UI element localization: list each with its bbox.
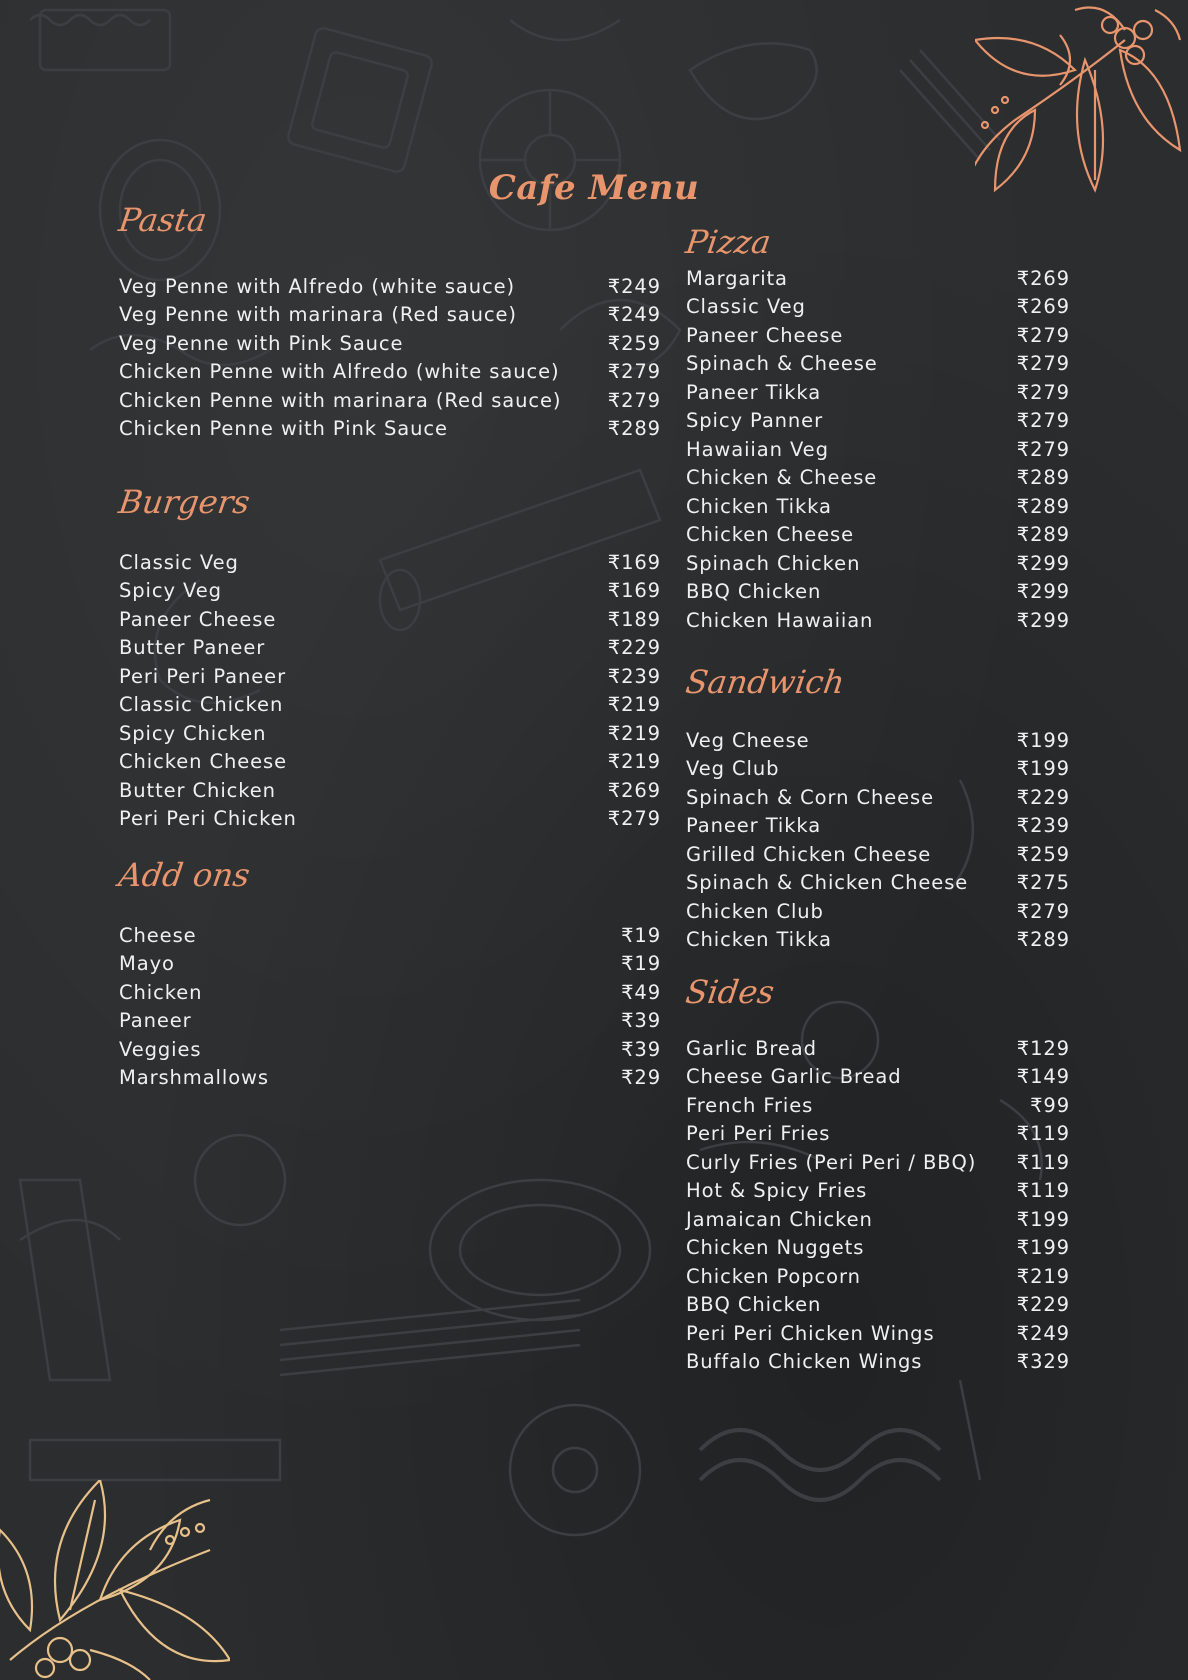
menu-item-price: ₹279 (1016, 899, 1070, 923)
menu-item (119, 719, 661, 748)
menu-item-name: Spinach Chicken (686, 551, 861, 575)
menu-item (686, 378, 1070, 407)
menu-item-price: ₹299 (1016, 608, 1070, 632)
menu-item-name: Veg Penne with marinara (Red sauce) (119, 303, 517, 327)
menu-item-name: Paneer Tikka (686, 814, 822, 838)
menu-item (686, 1091, 1070, 1120)
menu-item-name: Buffalo Chicken Wings (686, 1350, 923, 1374)
menu-item-name: French Fries (686, 1093, 814, 1117)
menu-list-sandwich (686, 726, 1070, 954)
menu-item-name: Chicken Cheese (686, 523, 854, 547)
menu-item-price: ₹239 (1016, 814, 1070, 838)
menu-item-name: Classic Chicken (119, 693, 284, 717)
menu-item (686, 783, 1070, 812)
menu-item-name: Veg Penne with Alfredo (white sauce) (119, 274, 516, 298)
menu-item-price: ₹49 (621, 980, 661, 1004)
menu-item-name: Paneer Tikka (686, 380, 822, 404)
menu-item (686, 521, 1070, 550)
menu-item (119, 921, 661, 950)
menu-item-price: ₹279 (1016, 437, 1070, 461)
menu-item (119, 272, 661, 301)
menu-item-name: Classic Veg (686, 295, 806, 319)
section-title-sides: Sides (683, 973, 777, 1011)
menu-item (686, 578, 1070, 607)
menu-item (686, 1205, 1070, 1234)
menu-item-price: ₹129 (1016, 1036, 1070, 1060)
menu-item (119, 805, 661, 834)
menu-item-price: ₹149 (1016, 1065, 1070, 1089)
menu-item-name: Chicken Penne with Pink Sauce (119, 417, 448, 441)
menu-item-price: ₹249 (607, 274, 661, 298)
menu-item-price: ₹269 (607, 778, 661, 802)
menu-item (119, 950, 661, 979)
menu-item-name: Spicy Chicken (119, 721, 267, 745)
section-addons (116, 853, 661, 1092)
menu-item (119, 1064, 661, 1093)
menu-item-price: ₹279 (1016, 380, 1070, 404)
menu-item-name: Grilled Chicken Cheese (686, 842, 932, 866)
menu-item-price: ₹329 (1016, 1350, 1070, 1374)
menu-item (686, 1348, 1070, 1377)
menu-item (119, 978, 661, 1007)
menu-item (686, 726, 1070, 755)
menu-item-name: Peri Peri Chicken Wings (686, 1321, 935, 1345)
menu-item-price: ₹239 (607, 664, 661, 688)
menu-item (686, 812, 1070, 841)
menu-item-name: Spinach & Cheese (686, 352, 878, 376)
menu-item-price: ₹119 (1016, 1150, 1070, 1174)
menu-item (686, 435, 1070, 464)
menu-item-price: ₹275 (1016, 871, 1070, 895)
menu-item-price: ₹269 (1016, 266, 1070, 290)
menu-item-name: BBQ Chicken (686, 1293, 822, 1317)
menu-item-name: Chicken Penne with Alfredo (white sauce) (119, 360, 560, 384)
menu-item-name: Chicken Cheese (119, 750, 287, 774)
menu-item (119, 415, 661, 444)
menu-item (686, 1319, 1070, 1348)
menu-item-price: ₹229 (1016, 785, 1070, 809)
menu-item-name: Chicken Tikka (686, 494, 832, 518)
menu-item-name: Hawaiian Veg (686, 437, 829, 461)
menu-item-price: ₹229 (607, 636, 661, 660)
menu-item (119, 748, 661, 777)
menu-item-price: ₹229 (1016, 1293, 1070, 1317)
menu-item-price: ₹199 (1016, 1236, 1070, 1260)
menu-item (686, 1262, 1070, 1291)
menu-item-price: ₹169 (607, 550, 661, 574)
section-sides (683, 970, 1070, 1376)
menu-title: Cafe Menu (488, 168, 700, 208)
menu-item-price: ₹289 (607, 417, 661, 441)
menu-item-price: ₹279 (1016, 352, 1070, 376)
menu-item (686, 321, 1070, 350)
menu-item-name: Garlic Bread (686, 1036, 817, 1060)
menu-item-name: Veg Cheese (686, 728, 810, 752)
menu-item-price: ₹279 (607, 388, 661, 412)
menu-item (686, 492, 1070, 521)
menu-item-name: Paneer Cheese (119, 607, 277, 631)
menu-item-name: Cheese (119, 923, 197, 947)
menu-item (686, 464, 1070, 493)
menu-item-name: Marshmallows (119, 1066, 269, 1090)
menu-list-addons (119, 921, 661, 1092)
menu-item-name: Spicy Veg (119, 579, 222, 603)
menu-item (686, 1034, 1070, 1063)
menu-item-name: BBQ Chicken (686, 580, 822, 604)
section-title-sandwich: Sandwich (683, 663, 847, 701)
menu-item-name: Hot & Spicy Fries (686, 1179, 868, 1203)
menu-item (119, 691, 661, 720)
menu-item-price: ₹249 (607, 303, 661, 327)
section-sandwich (683, 660, 1070, 954)
menu-item-name: Chicken Tikka (686, 928, 832, 952)
menu-item (686, 264, 1070, 293)
menu-item-price: ₹189 (607, 607, 661, 631)
menu-item (686, 407, 1070, 436)
menu-item (119, 1035, 661, 1064)
menu-item-name: Butter Chicken (119, 778, 276, 802)
menu-item-price: ₹219 (607, 721, 661, 745)
menu-item-price: ₹199 (1016, 728, 1070, 752)
menu-item-price: ₹19 (621, 952, 661, 976)
menu-item-price: ₹289 (1016, 466, 1070, 490)
section-burgers (116, 480, 661, 833)
menu-item-price: ₹259 (607, 331, 661, 355)
menu-list-pizza (686, 264, 1070, 635)
menu-item-price: ₹249 (1016, 1321, 1070, 1345)
menu-item (686, 549, 1070, 578)
menu-item (119, 1007, 661, 1036)
menu-item-name: Butter Paneer (119, 636, 266, 660)
menu-item-name: Spinach & Chicken Cheese (686, 871, 969, 895)
menu-item (686, 1234, 1070, 1263)
menu-item (686, 1148, 1070, 1177)
menu-item-price: ₹279 (607, 807, 661, 831)
menu-item-name: Chicken Popcorn (686, 1264, 861, 1288)
menu-item-name: Peri Peri Fries (686, 1122, 831, 1146)
menu-item (686, 755, 1070, 784)
menu-item-price: ₹219 (1016, 1264, 1070, 1288)
floral-ornament-bottom-left (0, 1480, 230, 1680)
menu-item-name: Jamaican Chicken (686, 1207, 873, 1231)
menu-item-name: Spicy Panner (686, 409, 823, 433)
menu-item-price: ₹39 (621, 1037, 661, 1061)
menu-item (686, 1291, 1070, 1320)
menu-item-price: ₹279 (1016, 323, 1070, 347)
menu-item-name: Peri Peri Paneer (119, 664, 286, 688)
menu-item-price: ₹269 (1016, 295, 1070, 319)
menu-item (119, 301, 661, 330)
section-pizza (683, 220, 1070, 635)
menu-item-price: ₹99 (1030, 1093, 1070, 1117)
menu-item-price: ₹259 (1016, 842, 1070, 866)
menu-item (119, 358, 661, 387)
menu-item-name: Mayo (119, 952, 175, 976)
section-title-burgers: Burgers (116, 483, 253, 521)
menu-item-name: Veggies (119, 1037, 202, 1061)
menu-item-price: ₹39 (621, 1009, 661, 1033)
menu-item-price: ₹289 (1016, 523, 1070, 547)
menu-item-name: Curly Fries (Peri Peri / BBQ) (686, 1150, 977, 1174)
menu-item-name: Veg Club (686, 757, 780, 781)
menu-item (119, 329, 661, 358)
menu-item-price: ₹299 (1016, 580, 1070, 604)
menu-item-name: Paneer Cheese (686, 323, 844, 347)
menu-item (686, 606, 1070, 635)
menu-item-name: Chicken Club (686, 899, 824, 923)
menu-item-name: Spinach & Corn Cheese (686, 785, 934, 809)
menu-item (686, 293, 1070, 322)
menu-list-sides (686, 1034, 1070, 1376)
menu-item-name: Cheese Garlic Bread (686, 1065, 902, 1089)
menu-item (686, 1063, 1070, 1092)
menu-item (119, 577, 661, 606)
menu-item-price: ₹119 (1016, 1122, 1070, 1146)
menu-item-price: ₹169 (607, 579, 661, 603)
menu-item (119, 662, 661, 691)
section-title-pizza: Pizza (683, 223, 774, 261)
menu-item-name: Classic Veg (119, 550, 239, 574)
menu-item-price: ₹219 (607, 693, 661, 717)
menu-list-pasta (119, 272, 661, 443)
menu-item-name: Chicken (119, 980, 203, 1004)
menu-item-name: Chicken Hawaiian (686, 608, 874, 632)
menu-item-price: ₹199 (1016, 757, 1070, 781)
menu-item-price: ₹19 (621, 923, 661, 947)
menu-item-name: Peri Peri Chicken (119, 807, 297, 831)
menu-item (686, 926, 1070, 955)
menu-item-price: ₹299 (1016, 551, 1070, 575)
menu-item-price: ₹289 (1016, 928, 1070, 952)
menu-item (686, 350, 1070, 379)
menu-item-price: ₹199 (1016, 1207, 1070, 1231)
menu-item-name: Chicken Nuggets (686, 1236, 865, 1260)
menu-item (686, 1120, 1070, 1149)
section-title-pasta: Pasta (116, 201, 210, 239)
menu-list-burgers (119, 548, 661, 833)
menu-item (686, 897, 1070, 926)
menu-item-name: Veg Penne with Pink Sauce (119, 331, 404, 355)
menu-item-name: Chicken & Cheese (686, 466, 878, 490)
menu-item (119, 776, 661, 805)
menu-item-price: ₹29 (621, 1066, 661, 1090)
menu-item-price: ₹289 (1016, 494, 1070, 518)
menu-item-price: ₹119 (1016, 1179, 1070, 1203)
menu-item-name: Margarita (686, 266, 788, 290)
menu-item (686, 869, 1070, 898)
menu-item-price: ₹279 (607, 360, 661, 384)
menu-item (119, 605, 661, 634)
menu-item (686, 840, 1070, 869)
menu-item (119, 548, 661, 577)
menu-item-name: Chicken Penne with marinara (Red sauce) (119, 388, 562, 412)
section-pasta (116, 198, 661, 443)
menu-item (119, 634, 661, 663)
section-title-addons: Add ons (116, 856, 253, 894)
menu-item (119, 386, 661, 415)
menu-item-price: ₹279 (1016, 409, 1070, 433)
menu-item-price: ₹219 (607, 750, 661, 774)
menu-item (686, 1177, 1070, 1206)
menu-item-name: Paneer (119, 1009, 192, 1033)
